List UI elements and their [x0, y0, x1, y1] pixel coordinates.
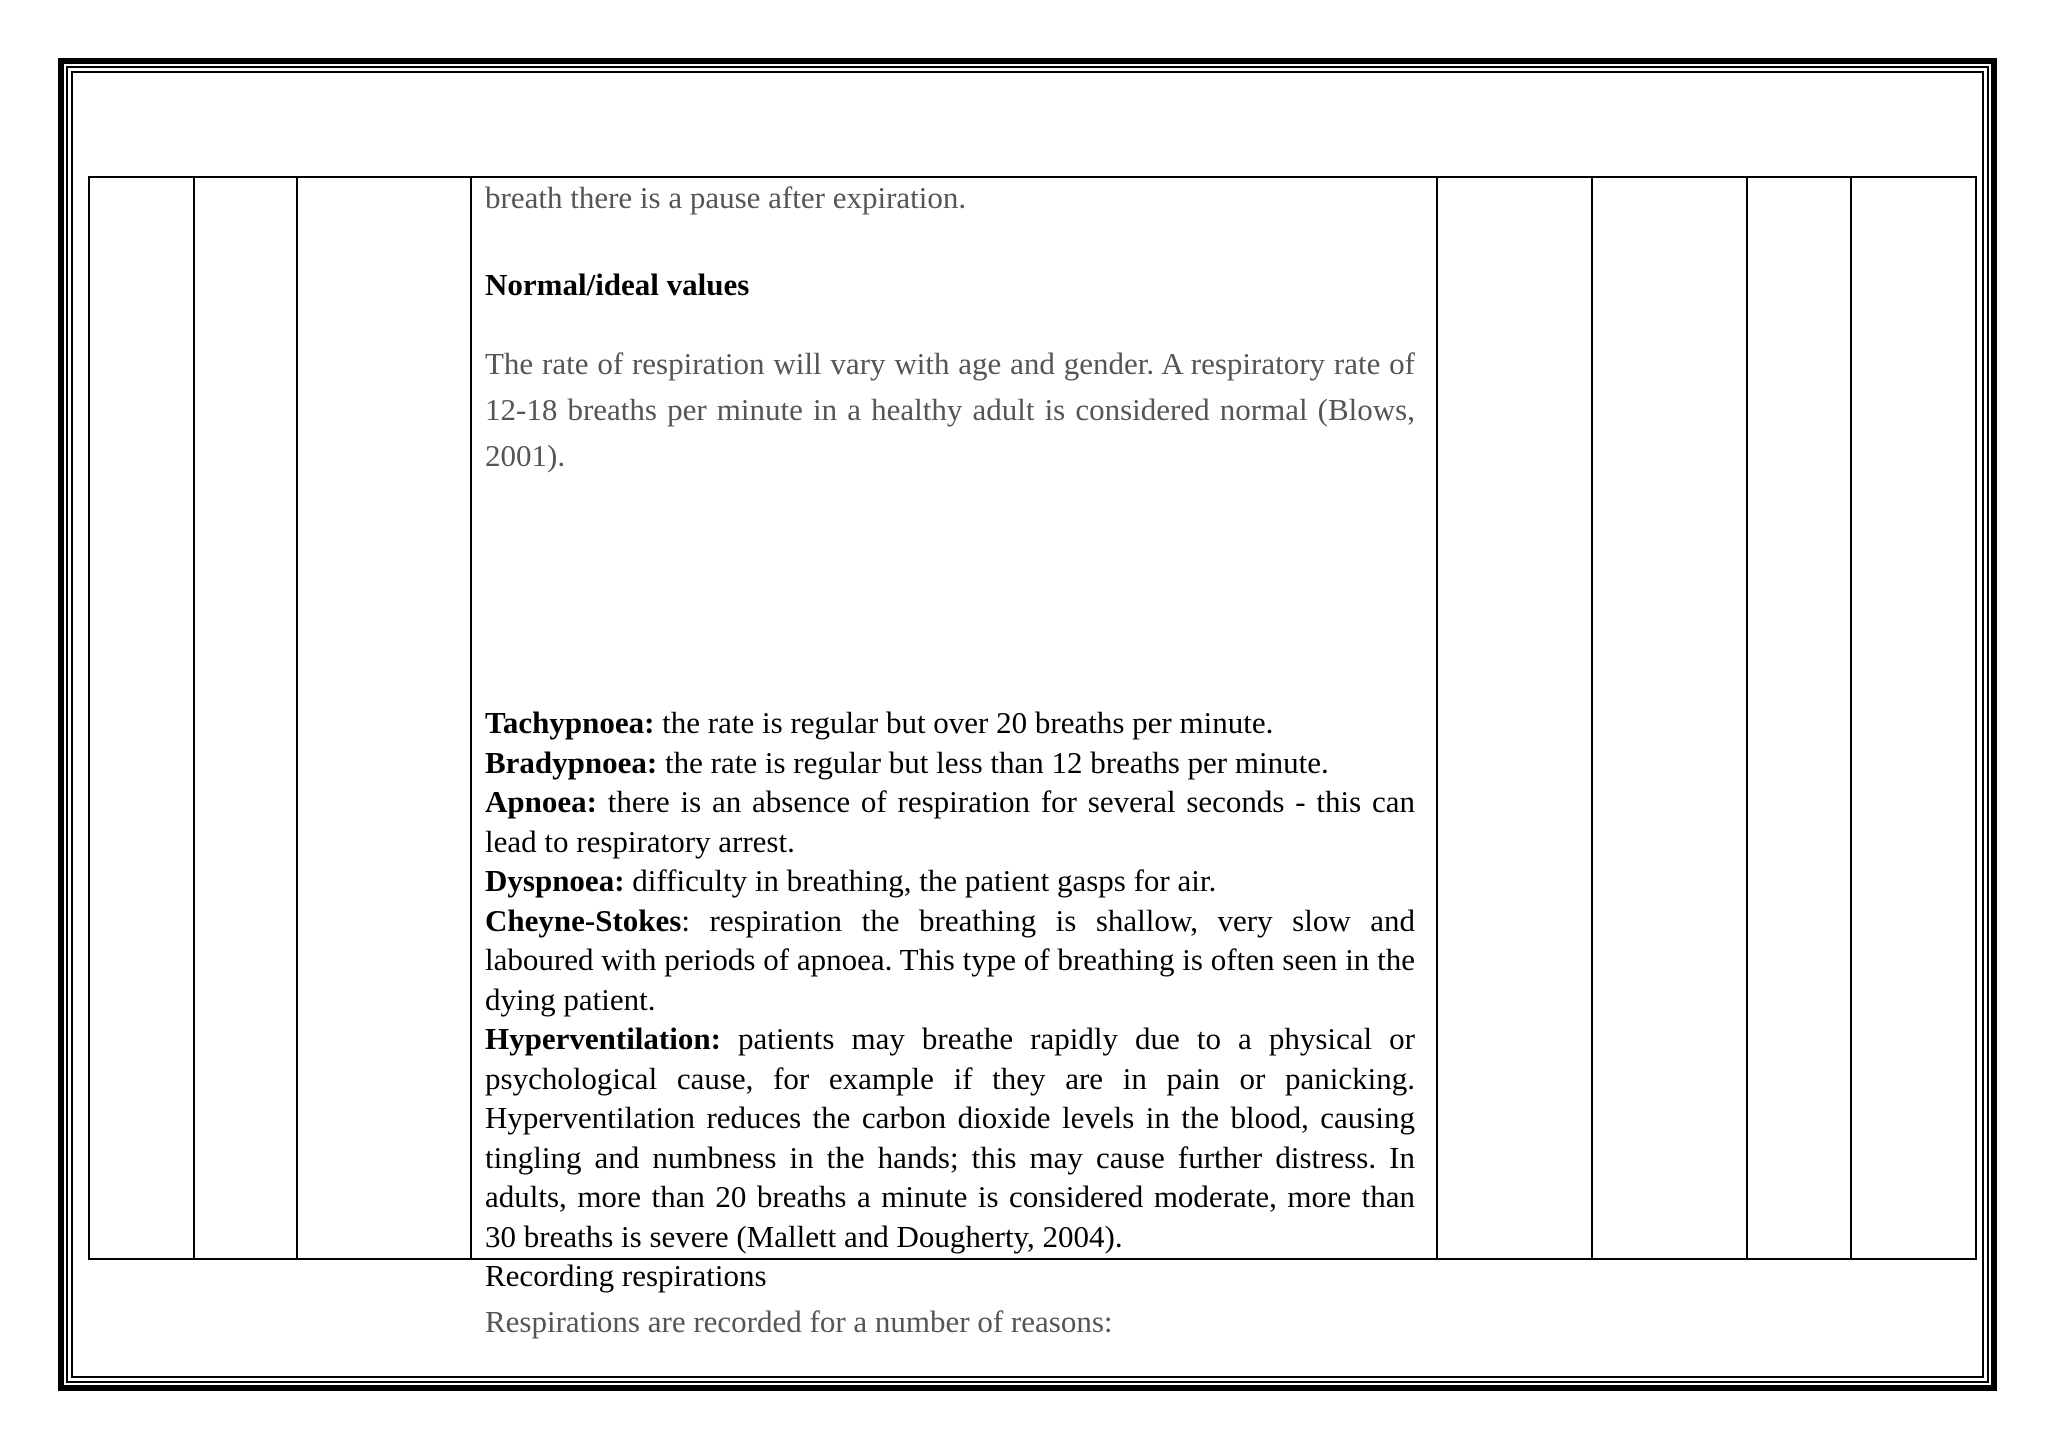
definition-item [485, 782, 1415, 861]
table-column-divider [193, 178, 195, 1258]
definition-item [485, 1019, 1415, 1256]
table-column-divider [1436, 178, 1438, 1258]
content-table [88, 176, 1977, 1339]
definitions-list [485, 703, 1415, 1341]
definition-text: there is an absence of respiration for several seconds - this can lead to respiratory arrest. [485, 784, 1415, 859]
table-column-divider [1746, 178, 1748, 1258]
section-heading: Normal/ideal values [485, 267, 750, 302]
definition-term: Dyspnoea: [485, 863, 625, 898]
definition-text: : respiration the breathing is shallow, very slow and laboured with periods of apnoea. This type of breathing is often seen in the dying patient. [485, 902, 1415, 1017]
definition-term: Apnoea: [485, 784, 597, 819]
table-column-divider [1591, 178, 1593, 1258]
definition-term: Hyperventilation: [485, 1021, 721, 1056]
definition-item [485, 901, 1415, 1020]
definition-term: Cheyne-Stokes [485, 902, 682, 938]
definition-text: patients may breathe rapidly due to a physical or psychological cause, for example if they are in pain or panicking. Hyperventilation reduces the carbon dioxide levels in the blood, causing tingling and numbness in the hands; this may cause further distress. In adults, more than 20 breaths a minute is considered moderate, more than 30 breaths is severe (Mallett and Dougherty, 2004). [485, 1021, 1415, 1254]
definition-term: Tachypnoea: [485, 705, 655, 740]
lead-fragment: breath there is a pause after expiration. [485, 180, 967, 215]
table-column-divider [470, 178, 472, 1258]
definition-text: the rate is regular but less than 12 breaths per minute. [657, 744, 1329, 780]
definition-item [485, 703, 1415, 743]
definition-item [485, 861, 1415, 901]
definition-text: difficulty in breathing, the patient gasps for air. [624, 863, 1217, 898]
table-column-divider [296, 178, 298, 1258]
definition-text: the rate is regular but over 20 breaths per minute. [654, 705, 1274, 740]
table-column-divider [1850, 178, 1852, 1258]
rate-paragraph: The rate of respiration will vary with age and gender. A respiratory rate of 12-18 breaths per minute in a healthy adult is considered normal (Blows, 2001). [485, 346, 1415, 473]
recording-heading: Recording respirations [485, 1258, 767, 1293]
definition-item [485, 743, 1415, 783]
recording-intro: Respirations are recorded for a number of reasons: [485, 1303, 1113, 1339]
definition-term: Bradypnoea: [485, 744, 658, 780]
